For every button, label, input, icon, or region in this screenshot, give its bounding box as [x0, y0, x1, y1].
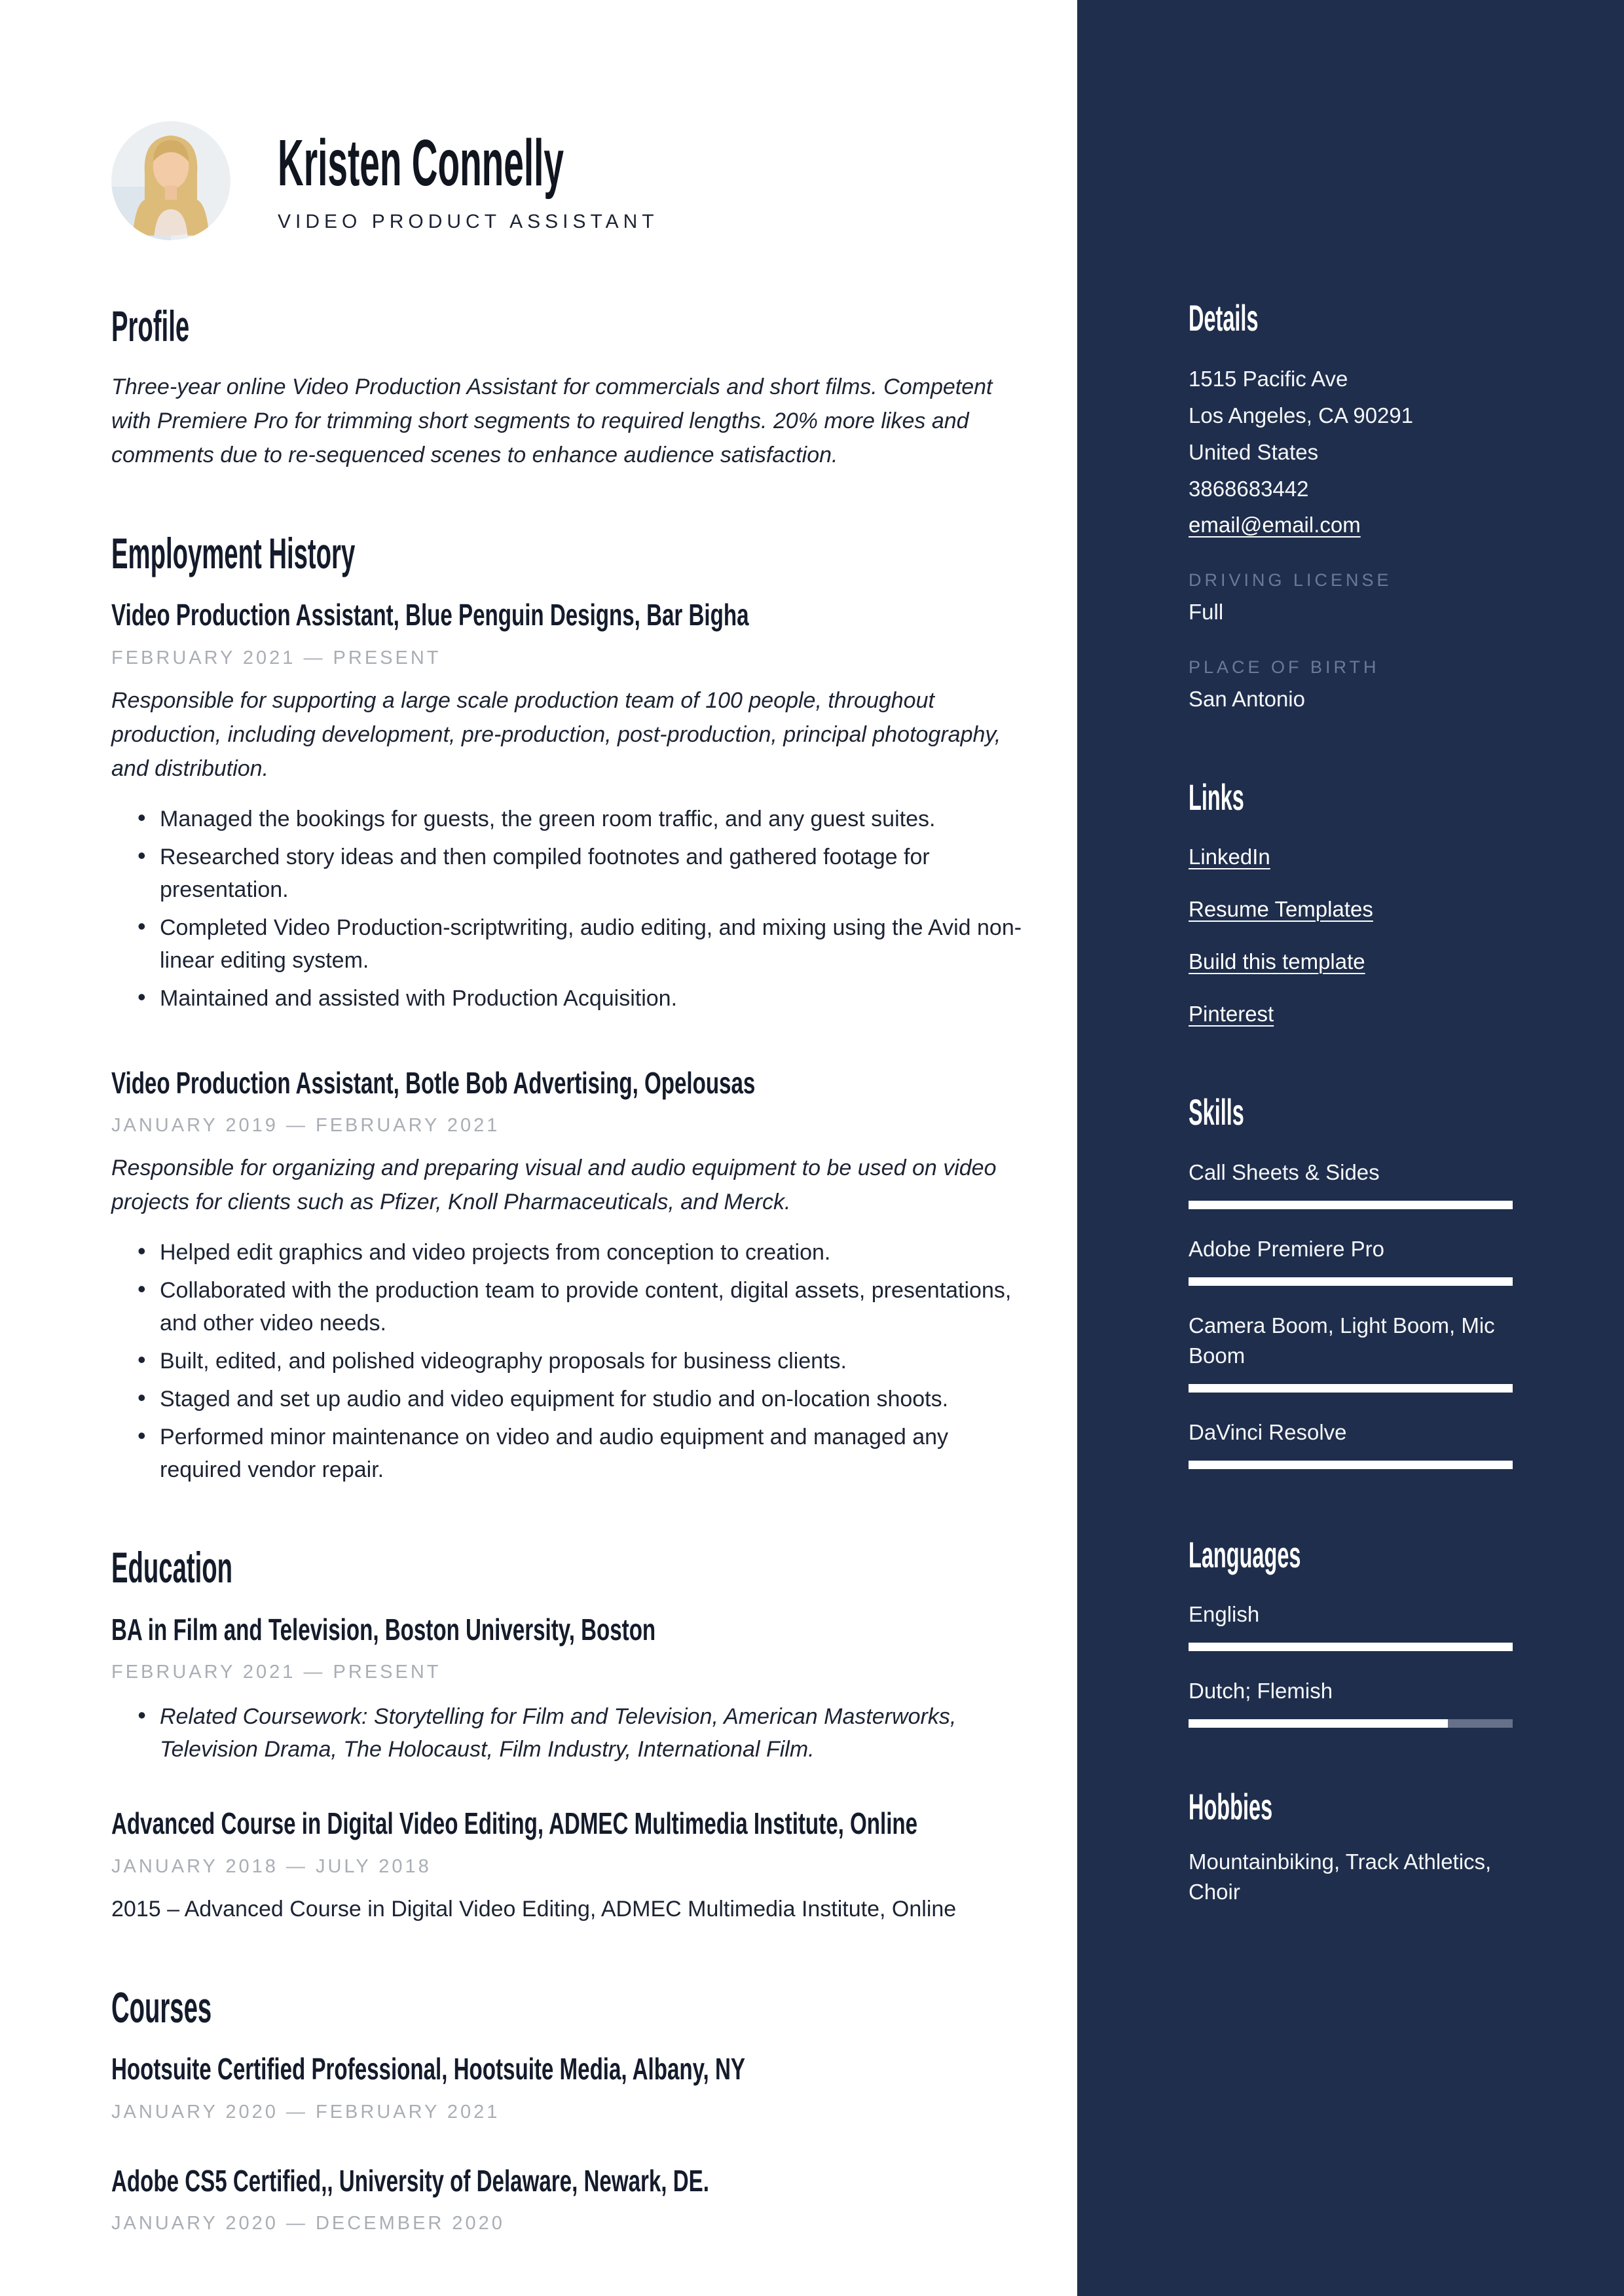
- education-heading: Education: [111, 1543, 233, 1592]
- job-entry: [111, 1065, 1025, 1487]
- education-title: Advanced Course in Digital Video Editing, ADMEC Multimedia Institute, Online: [111, 1806, 918, 1841]
- address-line: Los Angeles, CA 90291: [1189, 403, 1414, 428]
- job-date: JANUARY 2019 — FEBRUARY 2021: [111, 1115, 500, 1137]
- driving-license-value: Full: [1189, 599, 1224, 624]
- skill-item: [1189, 1311, 1513, 1393]
- skill-level-bar: [1189, 1461, 1513, 1469]
- link-build-this-template[interactable]: Build this template: [1189, 949, 1365, 974]
- profile-text: Three-year online Video Production Assistant for commercials and short films. Competent with Premiere Pro for trimming short segments to required lengths. 20% more likes and comments due to re-sequenced scenes to enhance audience satisfaction.: [111, 374, 993, 467]
- language-item: [1189, 1599, 1513, 1651]
- details-heading: Details: [1189, 297, 1259, 338]
- skill-level-bar: [1189, 1201, 1513, 1209]
- education-date: JANUARY 2018 — JULY 2018: [111, 1855, 432, 1877]
- education-entry: [111, 1805, 1025, 1926]
- place-of-birth-value: San Antonio: [1189, 686, 1305, 711]
- job-bullet: • Helped edit graphics and video projects from conception to creation.: [111, 1236, 1025, 1269]
- link-pinterest[interactable]: Pinterest: [1189, 1002, 1274, 1027]
- job-bullet: • Built, edited, and polished videography proposals for business clients.: [111, 1345, 1025, 1377]
- link-resume-templates[interactable]: Resume Templates: [1189, 897, 1373, 922]
- courses-section: [111, 1984, 1025, 2235]
- job-bullet: • Performed minor maintenance on video and audio equipment and managed any required vendor repair.: [111, 1421, 1025, 1486]
- education-text: 2015 – Advanced Course in Digital Video Editing, ADMEC Multimedia Institute, Online: [111, 1896, 957, 1922]
- languages-section: [1189, 1535, 1513, 1728]
- skill-name: DaVinci Resolve: [1189, 1419, 1347, 1444]
- job-bullet: • Staged and set up audio and video equipment for studio and on-location shoots.: [111, 1383, 1025, 1415]
- place-of-birth-label: PLACE OF BIRTH: [1189, 657, 1380, 677]
- skills-heading: Skills: [1189, 1091, 1244, 1133]
- header: [111, 121, 1025, 240]
- job-description: Responsible for supporting a large scale production team of 100 people, throughout production, including development, pre-production, post-production, principal photography, and distribution.: [111, 687, 1001, 781]
- job-description: Responsible for organizing and preparing visual and audio equipment to be used on video projects for clients such as Pfizer, Knoll Pharmaceuticals, and Merck.: [111, 1156, 997, 1215]
- language-name: English: [1189, 1602, 1260, 1627]
- course-date: JANUARY 2020 — DECEMBER 2020: [111, 2213, 505, 2234]
- job-bullet: • Researched story ideas and then compiled footnotes and gathered footage for presentation.: [111, 841, 1025, 906]
- course-entry: [111, 2162, 1025, 2235]
- main-column: [111, 0, 1025, 2234]
- skill-name: Camera Boom, Light Boom, Mic Boom: [1189, 1313, 1495, 1368]
- language-level-bar: [1189, 1719, 1513, 1728]
- skill-level-bar: [1189, 1384, 1513, 1393]
- job-title: Video Production Assistant, Botle Bob Advertising, Opelousas: [111, 1065, 756, 1100]
- details-section: [1189, 298, 1513, 712]
- employment-heading: Employment History: [111, 528, 356, 577]
- job-bullet: • Managed the bookings for guests, the green room traffic, and any guest suites.: [111, 803, 1025, 835]
- hobbies-text: Mountainbiking, Track Athletics, Choir: [1189, 1849, 1492, 1904]
- profile-heading: Profile: [111, 302, 190, 350]
- person-job-title: VIDEO PRODUCT ASSISTANT: [278, 210, 659, 232]
- skill-level-bar: [1189, 1277, 1513, 1286]
- course-date: JANUARY 2020 — FEBRUARY 2021: [111, 2101, 500, 2123]
- education-entry: [111, 1611, 1025, 1766]
- links-heading: Links: [1189, 776, 1244, 818]
- skill-name: Adobe Premiere Pro: [1189, 1236, 1384, 1261]
- languages-heading: Languages: [1189, 1533, 1301, 1575]
- job-bullet-list: [111, 1236, 1025, 1486]
- education-title: BA in Film and Television, Boston University, Boston: [111, 1612, 656, 1647]
- skill-item: [1189, 1157, 1513, 1209]
- job-bullet: • Maintained and assisted with Production Acquisition.: [111, 982, 1025, 1015]
- profile-photo: [111, 121, 231, 240]
- job-bullet: • Collaborated with the production team to provide content, digital assets, presentations, and other video needs.: [111, 1274, 1025, 1339]
- courses-heading: Courses: [111, 1982, 212, 2032]
- avatar-illustration: [111, 121, 231, 240]
- email-link[interactable]: email@email.com: [1189, 512, 1361, 537]
- course-title: Adobe CS5 Certified,, University of Delaware, Newark, DE.: [111, 2163, 709, 2198]
- hobbies-heading: Hobbies: [1189, 1786, 1273, 1828]
- link-linkedin[interactable]: LinkedIn: [1189, 845, 1270, 869]
- person-name: Kristen Connelly: [278, 126, 564, 200]
- education-bullet-list: [111, 1700, 1025, 1766]
- profile-section: [111, 302, 1025, 472]
- language-level-bar: [1189, 1643, 1513, 1651]
- job-date: FEBRUARY 2021 — PRESENT: [111, 647, 441, 668]
- hobbies-section: [1189, 1787, 1513, 1907]
- employment-section: [111, 530, 1025, 1487]
- education-bullet: • Related Coursework: Storytelling for Film and Television, American Masterworks, Television Drama, The Holocaust, Film Industry, International Film.: [111, 1700, 1025, 1766]
- job-bullet: • Completed Video Production-scriptwriting, audio editing, and mixing using the Avid non-linear editing system.: [111, 911, 1025, 977]
- job-title: Video Production Assistant, Blue Penguin Designs, Bar Bigha: [111, 598, 749, 632]
- phone-number: 3868683442: [1189, 476, 1309, 501]
- driving-license-label: DRIVING LICENSE: [1189, 570, 1392, 590]
- education-section: [111, 1544, 1025, 1926]
- job-entry: [111, 596, 1025, 1015]
- skills-section: [1189, 1092, 1513, 1469]
- skill-name: Call Sheets & Sides: [1189, 1159, 1380, 1184]
- skill-item: [1189, 1234, 1513, 1286]
- course-entry: [111, 2050, 1025, 2123]
- language-item: [1189, 1676, 1513, 1728]
- language-name: Dutch; Flemish: [1189, 1679, 1333, 1704]
- education-date: FEBRUARY 2021 — PRESENT: [111, 1662, 441, 1683]
- links-section: [1189, 777, 1513, 1027]
- course-title: Hootsuite Certified Professional, Hootsuite Media, Albany, NY: [111, 2052, 745, 2086]
- address-line: 1515 Pacific Ave: [1189, 366, 1348, 391]
- address-line: United States: [1189, 439, 1319, 464]
- sidebar: [1077, 0, 1624, 2296]
- identity: [278, 126, 1025, 233]
- job-bullet-list: [111, 803, 1025, 1015]
- skill-item: [1189, 1417, 1513, 1469]
